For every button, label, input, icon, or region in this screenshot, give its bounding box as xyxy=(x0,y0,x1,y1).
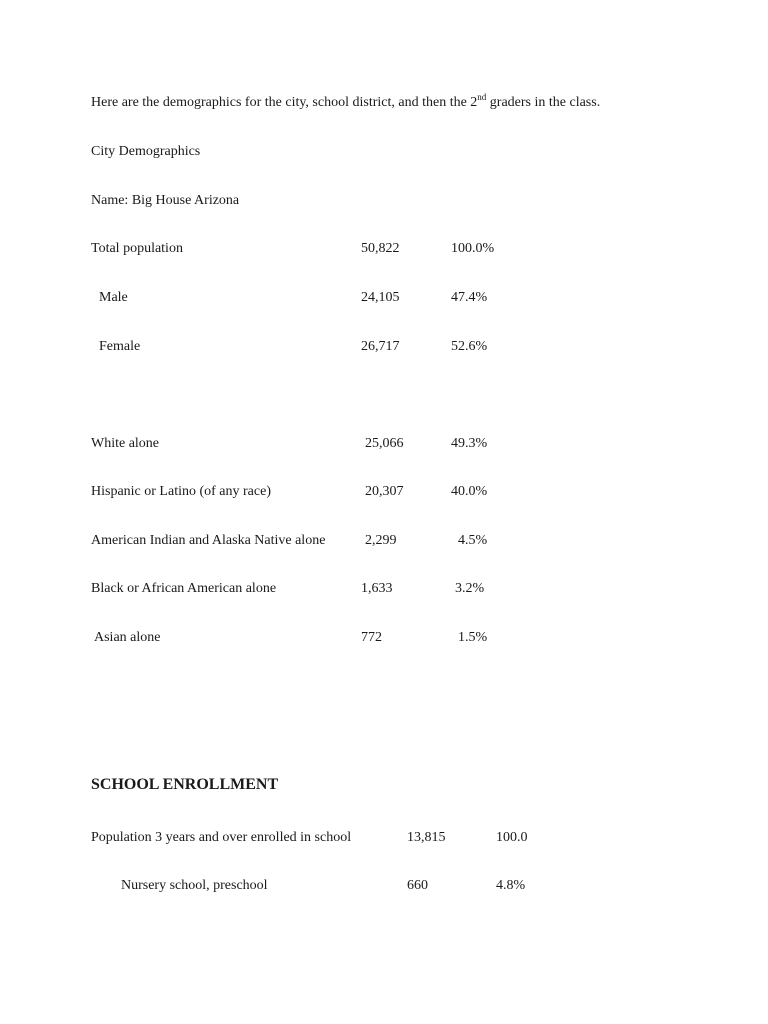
row-label: Male xyxy=(99,290,128,305)
row-count: 772 xyxy=(361,630,382,645)
intro-superscript: nd xyxy=(477,92,487,102)
row-count: 26,717 xyxy=(361,339,400,354)
city-name: Name: Big House Arizona xyxy=(91,193,240,208)
row-count: 1,633 xyxy=(361,581,393,596)
row-percent: 4.8% xyxy=(496,878,526,893)
row-percent: 4.5% xyxy=(458,533,488,548)
row-percent: 3.2% xyxy=(455,581,485,596)
row-label: American Indian and Alaska Native alone xyxy=(91,533,326,548)
row-count: 20,307 xyxy=(365,484,404,499)
row-label: Population 3 years and over enrolled in school xyxy=(91,830,352,845)
row-label: Hispanic or Latino (of any race) xyxy=(91,484,271,499)
row-percent: 49.3% xyxy=(451,436,488,451)
row-count: 25,066 xyxy=(365,436,404,451)
intro-text-end: graders in the class. xyxy=(486,95,601,110)
row-percent: 47.4% xyxy=(451,290,488,305)
row-label: Asian alone xyxy=(94,630,161,645)
school-enrollment-heading: SCHOOL ENROLLMENT xyxy=(91,776,279,793)
intro-text: Here are the demographics for the city, school district, and then the 2 xyxy=(91,95,478,110)
row-label: Black or African American alone xyxy=(91,581,277,596)
row-label: White alone xyxy=(91,436,160,451)
row-percent: 40.0% xyxy=(451,484,488,499)
row-label: Nursery school, preschool xyxy=(121,878,268,893)
row-percent: 100.0 xyxy=(496,830,528,845)
city-demographics-heading: City Demographics xyxy=(91,144,201,159)
row-percent: 100.0% xyxy=(451,241,495,256)
row-count: 24,105 xyxy=(361,290,400,305)
row-count: 2,299 xyxy=(365,533,397,548)
row-count: 13,815 xyxy=(407,830,446,845)
row-count: 660 xyxy=(407,878,428,893)
row-count: 50,822 xyxy=(361,241,400,256)
intro-paragraph xyxy=(91,94,600,112)
row-percent: 1.5% xyxy=(458,630,488,645)
row-percent: 52.6% xyxy=(451,339,488,354)
row-label: Female xyxy=(99,339,141,354)
row-label: Total population xyxy=(91,241,183,256)
